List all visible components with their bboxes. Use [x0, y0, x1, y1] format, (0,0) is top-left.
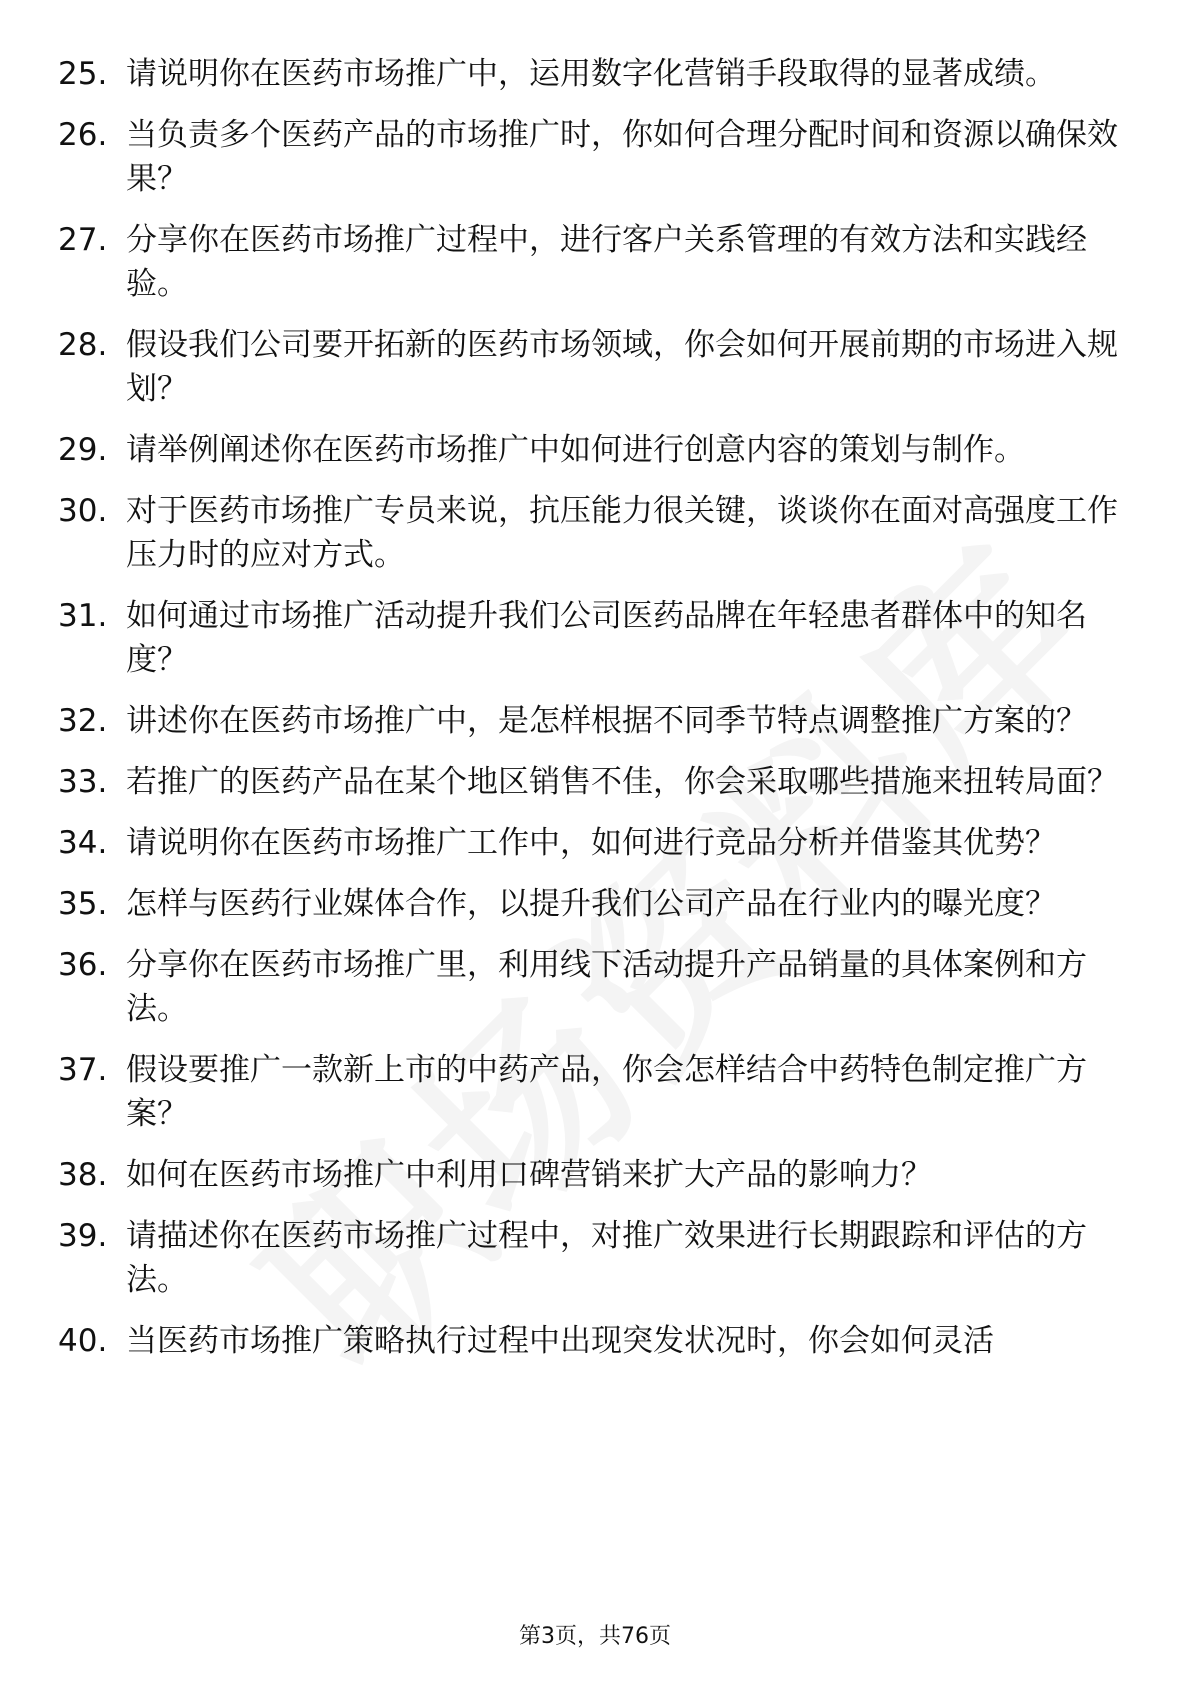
- question-number: 39.: [58, 1218, 108, 1254]
- question-number: 32.: [58, 703, 108, 739]
- question-number: 37.: [58, 1052, 108, 1088]
- question-item: [58, 218, 1130, 306]
- question-item: [58, 323, 1130, 411]
- question-item: [58, 1319, 1130, 1363]
- question-text: 讲述你在医药市场推广中，是怎样根据不同季节特点调整推广方案的？: [126, 703, 1087, 739]
- question-item: [58, 1048, 1130, 1136]
- question-text: 如何通过市场推广活动提升我们公司医药品牌在年轻患者群体中的知名度？: [126, 598, 1087, 678]
- question-number: 30.: [58, 493, 108, 529]
- question-number: 33.: [58, 764, 108, 800]
- question-item: [58, 760, 1130, 804]
- question-item: [58, 52, 1130, 96]
- question-number: 40.: [58, 1323, 108, 1359]
- question-number: 31.: [58, 598, 108, 634]
- question-text: 假设我们公司要开拓新的医药市场领域，你会如何开展前期的市场进入规划？: [126, 327, 1118, 407]
- question-number: 38.: [58, 1157, 108, 1193]
- question-item: [58, 113, 1130, 201]
- question-text: 当负责多个医药产品的市场推广时，你如何合理分配时间和资源以确保效果？: [126, 117, 1118, 197]
- question-number: 26.: [58, 117, 108, 153]
- question-text: 怎样与医药行业媒体合作，以提升我们公司产品在行业内的曝光度？: [126, 886, 1056, 922]
- question-item: [58, 821, 1130, 865]
- question-text: 对于医药市场推广专员来说，抗压能力很关键，谈谈你在面对高强度工作压力时的应对方式。: [126, 493, 1118, 573]
- question-item: [58, 882, 1130, 926]
- question-number: 25.: [58, 56, 108, 92]
- question-text: 请说明你在医药市场推广中，运用数字化营销手段取得的显著成绩。: [126, 56, 1056, 92]
- question-text: 请说明你在医药市场推广工作中，如何进行竞品分析并借鉴其优势？: [126, 825, 1056, 861]
- question-text: 假设要推广一款新上市的中药产品，你会怎样结合中药特色制定推广方案？: [126, 1052, 1087, 1132]
- question-number: 34.: [58, 825, 108, 861]
- question-item: [58, 699, 1130, 743]
- question-text: 若推广的医药产品在某个地区销售不佳，你会采取哪些措施来扭转局面？: [126, 764, 1118, 800]
- question-list: [58, 52, 1130, 1380]
- question-text: 分享你在医药市场推广里，利用线下活动提升产品销量的具体案例和方法。: [126, 947, 1087, 1027]
- question-item: [58, 489, 1130, 577]
- question-number: 35.: [58, 886, 108, 922]
- question-text: 如何在医药市场推广中利用口碑营销来扩大产品的影响力？: [126, 1157, 932, 1193]
- question-item: [58, 1153, 1130, 1197]
- question-text: 请描述你在医药市场推广过程中，对推广效果进行长期跟踪和评估的方法。: [126, 1218, 1087, 1298]
- question-item: [58, 428, 1130, 472]
- question-item: [58, 1214, 1130, 1302]
- question-item: [58, 943, 1130, 1031]
- page-footer: 第3页，共76页: [519, 1624, 671, 1649]
- question-number: 27.: [58, 222, 108, 258]
- question-number: 29.: [58, 432, 108, 468]
- question-number: 36.: [58, 947, 108, 983]
- question-text: 请举例阐述你在医药市场推广中如何进行创意内容的策划与制作。: [126, 432, 1025, 468]
- question-text: 分享你在医药市场推广过程中，进行客户关系管理的有效方法和实践经验。: [126, 222, 1087, 302]
- question-number: 28.: [58, 327, 108, 363]
- question-item: [58, 594, 1130, 682]
- question-text: 当医药市场推广策略执行过程中出现突发状况时，你会如何灵活: [126, 1323, 994, 1359]
